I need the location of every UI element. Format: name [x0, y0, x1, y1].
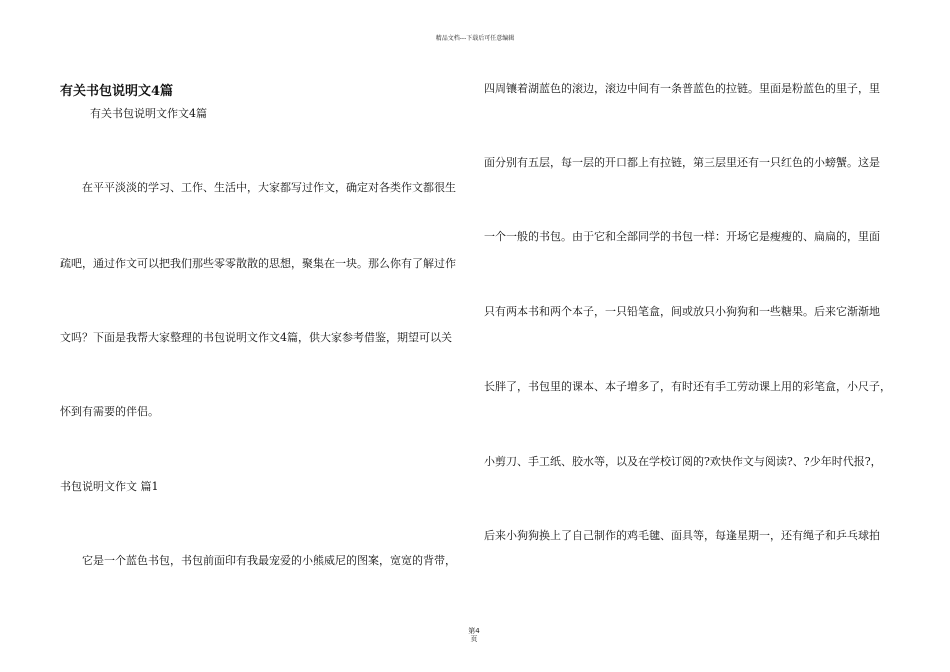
- paragraph-line: 长胖了，书包里的课本、本子增多了，有时还有手工劳动课上用的彩笔盒，小尺子，: [484, 380, 891, 393]
- paragraph-line: 小剪刀、手工纸、胶水等，以及在学校订阅的?欢快作文与阅读?、?少年时代报?，: [484, 455, 882, 468]
- page-title: 有关书包说明文4篇: [60, 84, 174, 99]
- page-number: [462, 627, 486, 643]
- subtitle: 有关书包说明文作文4篇: [90, 107, 207, 120]
- paragraph-line: 面分别有五层，每一层的开口都上有拉链，第三层里还有一只红色的小螃蟹。这是: [484, 156, 880, 169]
- paragraph-line: 一个一般的书包。由于它和全部同学的书包一样：开场它是瘦瘦的、扁扁的，里面: [484, 230, 880, 243]
- section-heading: 书包说明文作文 篇1: [60, 480, 159, 493]
- paragraph-line: 它是一个蓝色书包，书包前面印有我最宠爱的小熊威尼的图案，宽宽的背带，: [82, 554, 456, 567]
- paragraph-line: 后来小狗狗换上了自己制作的鸡毛毽、面具等，每逢星期一，还有绳子和乒乓球拍: [484, 529, 880, 542]
- paragraph-line: 怀到有需要的伴侣。: [60, 405, 159, 418]
- paragraph-line: 文吗？下面是我帮大家整理的书包说明文作文4篇，供大家参考借鉴，期望可以关: [60, 331, 452, 344]
- paragraph-line: 在平平淡淡的学习、工作、生活中，大家都写过作文，确定对各类作文都很生: [82, 181, 456, 194]
- header-note: 精品文档---下载后可任意编辑: [435, 35, 515, 42]
- paragraph-line: 四周镶着湖蓝色的滚边，滚边中间有一条普蓝色的拉链。里面是粉蓝色的里子，里: [484, 82, 880, 95]
- page-number-line: 第4: [468, 627, 480, 635]
- page-number-unit: 页: [470, 635, 478, 643]
- paragraph-line: 只有两本书和两个本子，一只铅笔盒，间或放只小狗狗和一些糖果。后来它渐渐地: [484, 305, 880, 318]
- paragraph-line: 疏吧，通过作文可以把我们那些零零散散的思想，聚集在一块。那么你有了解过作: [60, 257, 456, 270]
